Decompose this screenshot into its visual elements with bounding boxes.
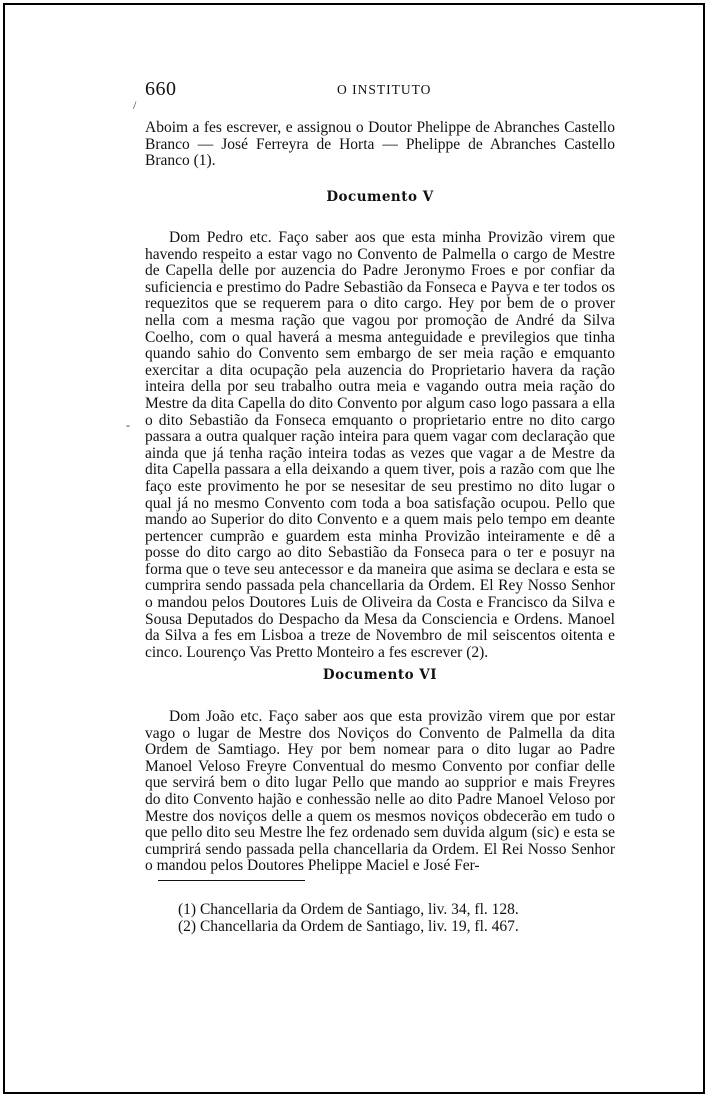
document-v-title: Documento V <box>326 189 434 205</box>
document-vi-text: Dom João etc. Faço saber aos que esta provizão virem que por estar vago o lugar de Mestre dos Noviços do Convento de Palmella da dita Ordem de Samtiago. Hey por bem nomear para o dito lugar ao Padre Manoel Veloso Freyre Conventual do mesmo Convento por confiar delle que servirá bem o dito lugar Pello que mando ao supprior e mais Freyres do dito Convento hajão e conhessão nelle ao dito Padre Manoel Veloso por Mestre dos noviços delle a quem os mesmos noviços obdecerão em tudo o que pello dito seu Mestre lhe fez ordenado sem duvida algum (sic) e esta se cumprirá sendo passada pella chancellaria da Ordem. El Rei Nosso Senhor o mandou pelos Doutores Phelippe Maciel e José Fer- <box>145 708 615 875</box>
running-title: O INSTITUTO <box>337 82 432 97</box>
margin-dash-mark: - <box>126 418 130 432</box>
page-number: 660 <box>145 78 177 100</box>
footnotes <box>178 901 608 935</box>
document-vi-body <box>145 709 615 875</box>
footnote-separator <box>158 880 305 881</box>
margin-tick-mark: / <box>133 98 137 112</box>
continuation-text: Aboim a fes escrever, e assignou o Doutor Phelippe de Abranches Castello Branco — José Ferreyra de Horta — Phelippe de Abranches Castello Branco (1). <box>145 119 615 170</box>
footnote-1: (1) Chancellaria da Ordem de Santiago, liv. 34, fl. 128. <box>178 901 519 918</box>
page-header <box>145 78 615 102</box>
footnote-2: (2) Chancellaria da Ordem de Santiago, liv. 19, fl. 467. <box>178 918 519 935</box>
document-vi-title: Documento VI <box>322 667 438 683</box>
continuation-paragraph <box>145 120 615 170</box>
document-v-body <box>145 230 615 661</box>
document-v-text: Dom Pedro etc. Faço saber aos que esta minha Provizão virem que havendo respeito a estar vago no Convento de Palmella o cargo de Mestre de Capella delle por auzencia do Padre Jeronymo Froes e por confiar da suficiencia e prestimo do Padre Sebastião da Fonseca e Payva e ter todos os requezitos que se requerem para o dito cargo. Hey por bem de o prover nella com a mesma ração que vagou por promoção de André da Silva Coelho, com o qual haverá a mesma anteguidade e previlegios que tinha quando sahio do Convento sem embargo de ser meia ração e emquanto exercitar a dita ocupação pela auzencia do Proprietario havera da ração inteira della por seu trabalho outra meia e vagando outra meia ração do Mestre da dita Capella do dito Convento por algum caso logo passara a ella o dito Sebastião da Fonseca emquanto o proprietario entre no dito cargo passara a outra qualquer ração inteira para quem vagar com declaração que ainda que já tenha ração inteira todas as vezes que vagar a de Mestre da dita Capella passara a ella deixando a quem tiver, pois a razão com que lhe faço este provimento he por se nesesitar de seu prestimo no dito lugar o qual já no mesmo Convento com toda a boa satisfação ocupou. Pello que mando ao Superior do dito Convento e a quem mais pelo tempo em deante pertencer cumprão e guardem esta minha Provizão inteiramente e dê a posse do dito cargo ao dito Sebastião da Fonseca para o ter e posuyr na forma que o teve seu antecessor e da maneira que asima se declara e esta se cumprira sendo passada pela chancellaria da Ordem. El Rey Nosso Senhor o mandou pelos Doutores Luis de Oliveira da Costa e Francisco da Silva e Sousa Deputados do Despacho da Mesa da Consciencia e Ordens. Manoel da Silva a fes em Lisboa a treze de Novembro de mil seiscentos oitenta e cinco. Lourenço Vas Pretto Monteiro a fes escrever (2). <box>145 229 615 661</box>
